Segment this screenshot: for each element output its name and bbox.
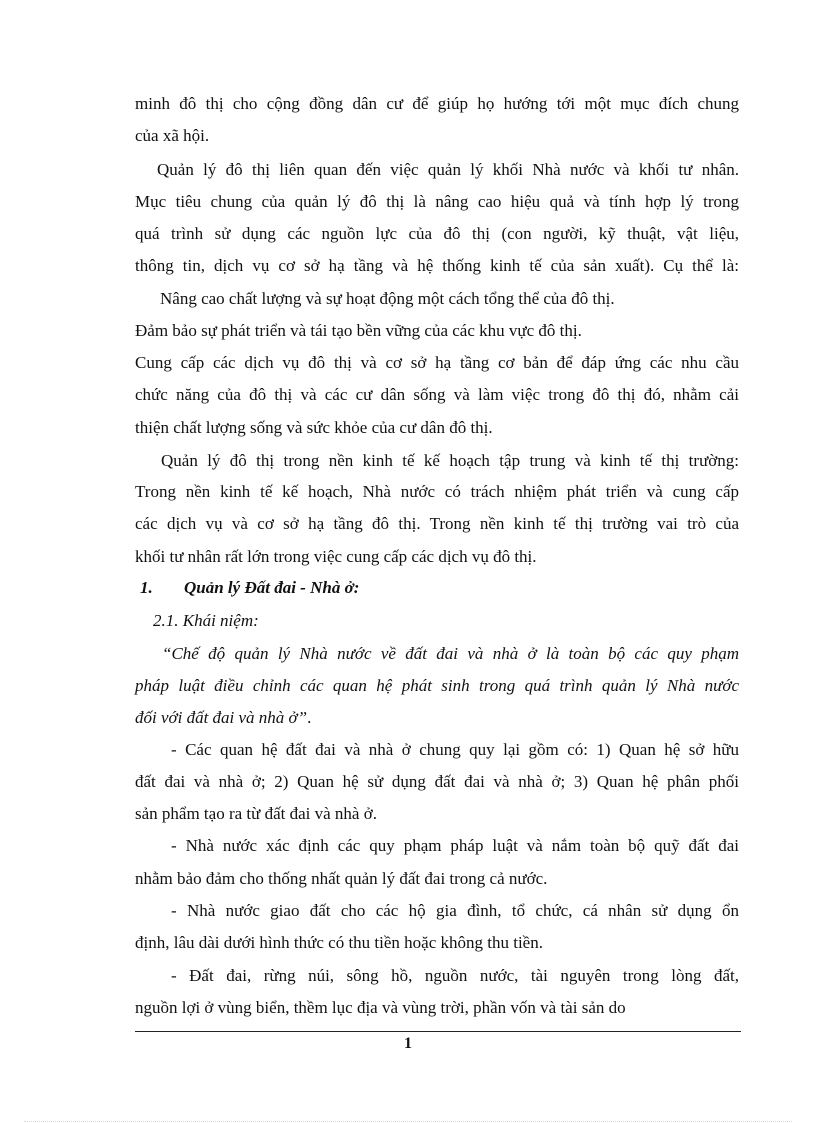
quote-text: đối với đất đai và nhà ở” <box>135 708 308 727</box>
page-number: 1 <box>404 1035 412 1052</box>
quote-line: pháp luật điều chỉnh các quan hệ phát sinh trong quá trình quản lý Nhà nước <box>135 676 739 695</box>
text-line: thiện chất lượng sống và sức khỏe của cư dân đô thị. <box>135 418 493 437</box>
quote-line <box>135 706 739 730</box>
section-heading <box>140 576 740 600</box>
section-number: 1. <box>140 578 153 597</box>
text-line: Quản lý đô thị liên quan đến việc quản lý khối Nhà nước và khối tư nhân. <box>157 160 739 179</box>
text-line: nguồn lợi ở vùng biển, thềm lục địa và vùng trời, phần vốn và tài sản do <box>135 998 626 1017</box>
text-line: Trong nền kinh tế kế hoạch, Nhà nước có trách nhiệm phát triển và cung cấp <box>135 482 739 501</box>
text-line: khối tư nhân rất lớn trong việc cung cấp các dịch vụ đô thị. <box>135 547 537 566</box>
text-line: định, lâu dài dưới hình thức có thu tiền hoặc không thu tiền. <box>135 933 543 952</box>
section-title: Quản lý Đất đai - Nhà ở: <box>184 578 360 597</box>
text-line: của xã hội. <box>135 126 210 145</box>
text-line: chức năng của đô thị và các cư dân sống và làm việc trong đô thị đó, nhằm cải <box>135 385 739 404</box>
text-line: quá trình sử dụng các nguồn lực của đô thị (con người, kỹ thuật, vật liệu, <box>135 224 739 243</box>
text-line: - Nhà nước xác định các quy phạm pháp luật và nắm toàn bộ quỹ đất đai <box>171 836 739 855</box>
page-bottom-border <box>24 1121 792 1122</box>
text-line: Mục tiêu chung của quản lý đô thị là nâng cao hiệu quả và tính hợp lý trong <box>135 192 739 211</box>
text-line: đất đai và nhà ở; 2) Quan hệ sử dụng đất đai và nhà ở; 3) Quan hệ phân phối <box>135 772 739 791</box>
text-line: sản phẩm tạo ra từ đất đai và nhà ở. <box>135 804 377 823</box>
text-line: Cung cấp các dịch vụ đô thị và cơ sở hạ tầng cơ bản để đáp ứng các nhu cầu <box>135 353 739 372</box>
footer-rule <box>135 1031 741 1032</box>
text-line: nhằm bảo đảm cho thống nhất quản lý đất đai trong cả nước. <box>135 869 548 888</box>
quote-line: “Chế độ quản lý Nhà nước về đất đai và nhà ở là toàn bộ các quy phạm <box>162 644 739 663</box>
text-line: thông tin, dịch vụ cơ sở hạ tầng và hệ thống kinh tế của sản xuất). Cụ thể là: <box>135 256 739 275</box>
text-line: Nâng cao chất lượng và sự hoạt động một cách tổng thể của đô thị. <box>160 289 615 308</box>
subheading: 2.1. Khái niệm: <box>153 611 259 630</box>
text-line: - Các quan hệ đất đai và nhà ở chung quy lại gồm có: 1) Quan hệ sở hữu <box>171 740 739 759</box>
text-line: các dịch vụ và cơ sở hạ tầng đô thị. Trong nền kinh tế thị trường vai trò của <box>135 514 739 533</box>
text-line: minh đô thị cho cộng đồng dân cư để giúp họ hướng tới một mục đích chung <box>135 94 739 113</box>
text-line: Quản lý đô thị trong nền kinh tế kế hoạch tập trung và kinh tế thị trường: <box>161 451 739 470</box>
text-line: Đảm bảo sự phát triển và tái tạo bền vững của các khu vực đô thị. <box>135 321 582 340</box>
text-line: - Đất đai, rừng núi, sông hồ, nguồn nước, tài nguyên trong lòng đất, <box>171 966 739 985</box>
text-line: - Nhà nước giao đất cho các hộ gia đình, tổ chức, cá nhân sử dụng ổn <box>171 901 739 920</box>
quote-end: . <box>307 708 312 727</box>
